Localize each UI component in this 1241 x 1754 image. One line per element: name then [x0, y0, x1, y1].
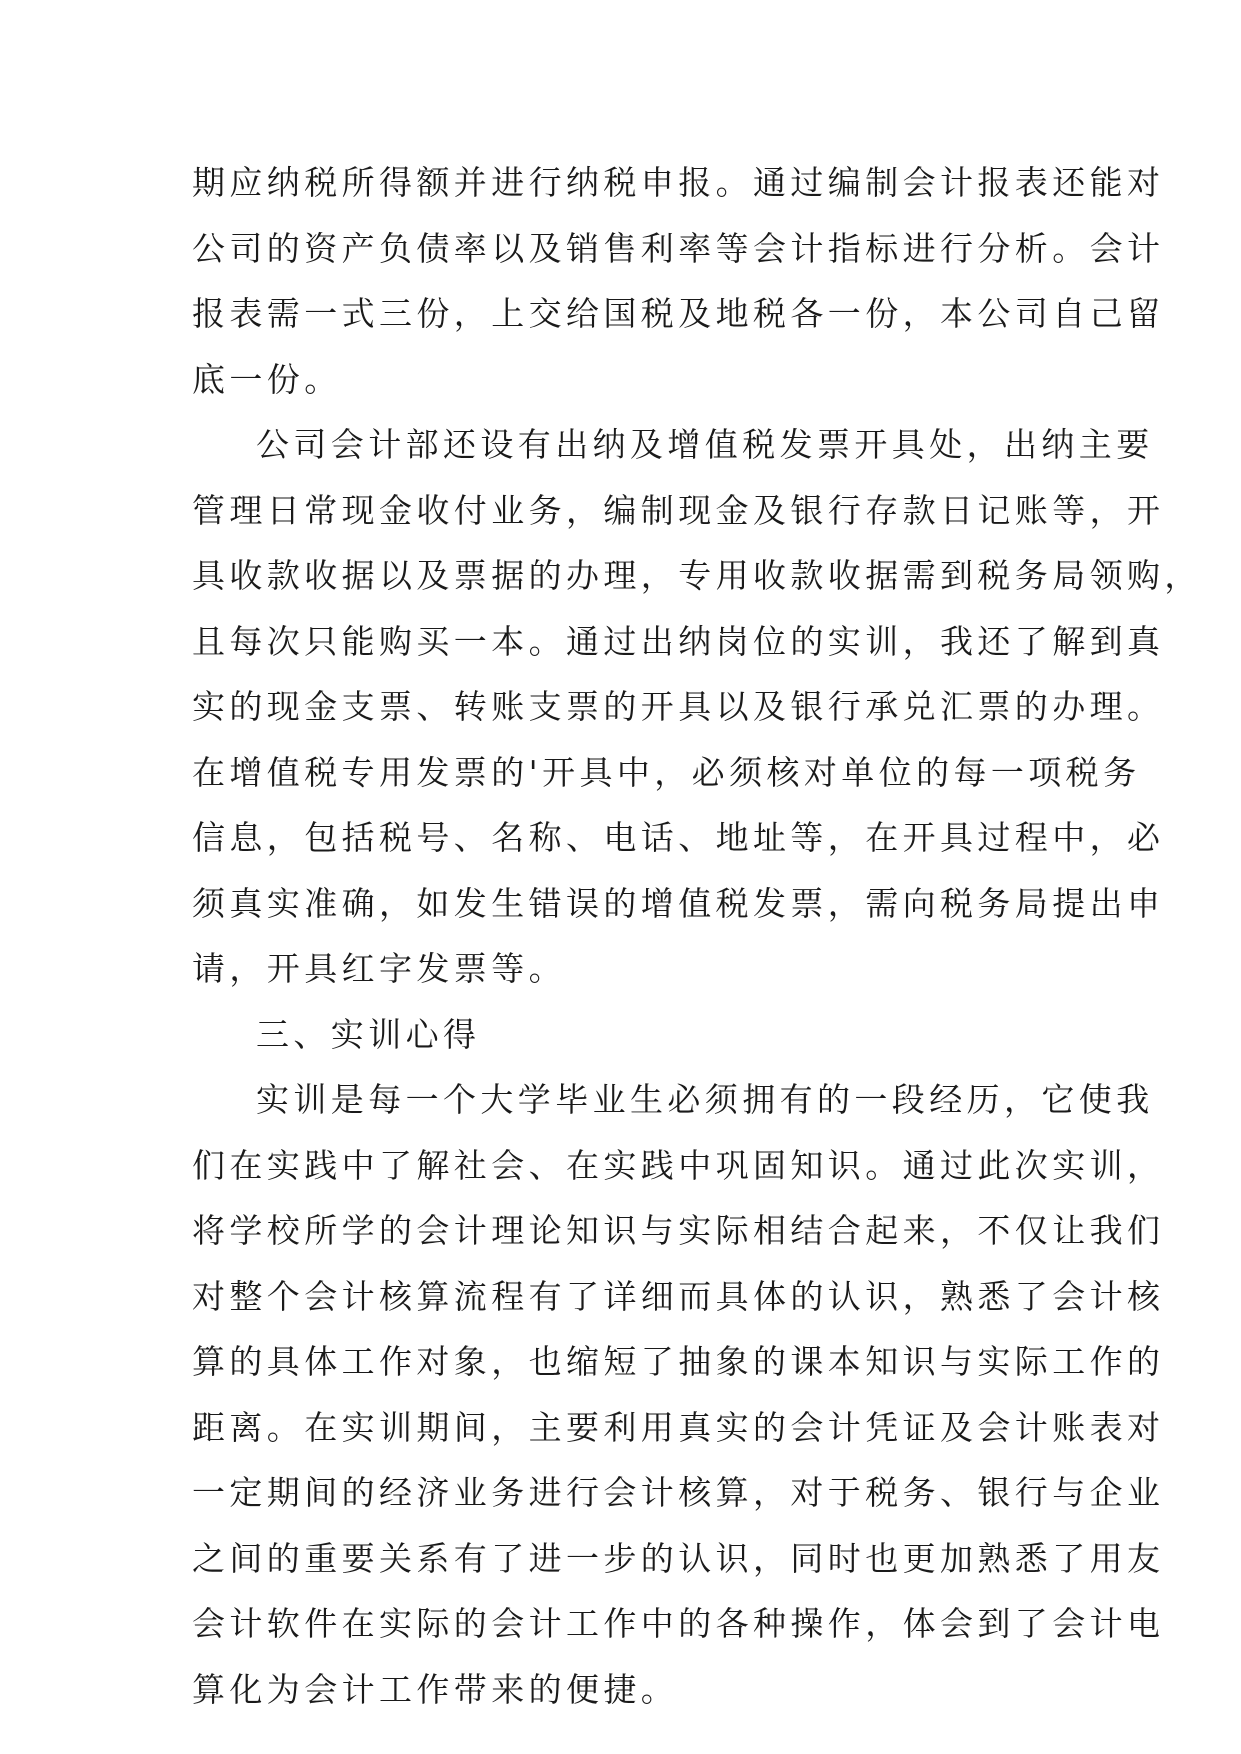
text-line: 公司的资产负债率以及销售利率等会计指标进行分析。会计	[192, 228, 1165, 268]
text-line: 一定期间的经济业务进行会计核算，对于税务、银行与企业	[192, 1473, 1165, 1512]
text-line: 在增值税专用发票的'开具中，必须核对单位的每一项税务	[192, 752, 1141, 792]
text-line: 会计软件在实际的会计工作中的各种操作，体会到了会计电	[192, 1604, 1165, 1643]
text-line: 请，开具红字发票等。	[192, 949, 566, 988]
text-line: 实的现金支票、转账支票的开具以及银行承兑汇票的办理。	[192, 687, 1165, 726]
text-line: 们在实践中了解社会、在实践中巩固知识。通过此次实训，	[192, 1145, 1165, 1185]
text-line: 管理日常现金收付业务，编制现金及银行存款日记账等，开	[192, 490, 1165, 530]
paragraph-start-line: 实训是每一个大学毕业生必须拥有的一段经历，它使我	[256, 1080, 1154, 1119]
text-line: 距离。在实训期间，主要利用真实的会计凭证及会计账表对	[192, 1407, 1165, 1447]
text-line: 且每次只能购买一本。通过出纳岗位的实训，我还了解到真	[192, 621, 1165, 661]
text-line: 具收款收据以及票据的办理，专用收款收据需到税务局领购，	[192, 556, 1202, 595]
text-line: 报表需一式三份，上交给国税及地税各一份，本公司自己留	[192, 294, 1165, 333]
paragraph-start-line: 公司会计部还设有出纳及增值税发票开具处，出纳主要	[256, 425, 1154, 464]
text-line: 算的具体工作对象，也缩短了抽象的课本知识与实际工作的	[192, 1342, 1165, 1381]
text-line: 之间的重要关系有了进一步的认识，同时也更加熟悉了用友	[192, 1538, 1165, 1578]
section-heading: 三、实训心得	[256, 1014, 481, 1054]
text-line: 信息，包括税号、名称、电话、地址等，在开具过程中，必	[192, 818, 1165, 857]
text-line: 须真实准确，如发生错误的增值税发票，需向税务局提出申	[192, 883, 1165, 923]
text-line: 将学校所学的会计理论知识与实际相结合起来，不仅让我们	[192, 1211, 1165, 1250]
document-body	[192, 150, 1202, 1722]
text-line: 期应纳税所得额并进行纳税申报。通过编制会计报表还能对	[192, 163, 1165, 202]
text-line: 底一份。	[192, 359, 342, 399]
text-line: 对整个会计核算流程有了详细而具体的认识，熟悉了会计核	[192, 1276, 1165, 1316]
text-line: 算化为会计工作带来的便捷。	[192, 1669, 679, 1709]
